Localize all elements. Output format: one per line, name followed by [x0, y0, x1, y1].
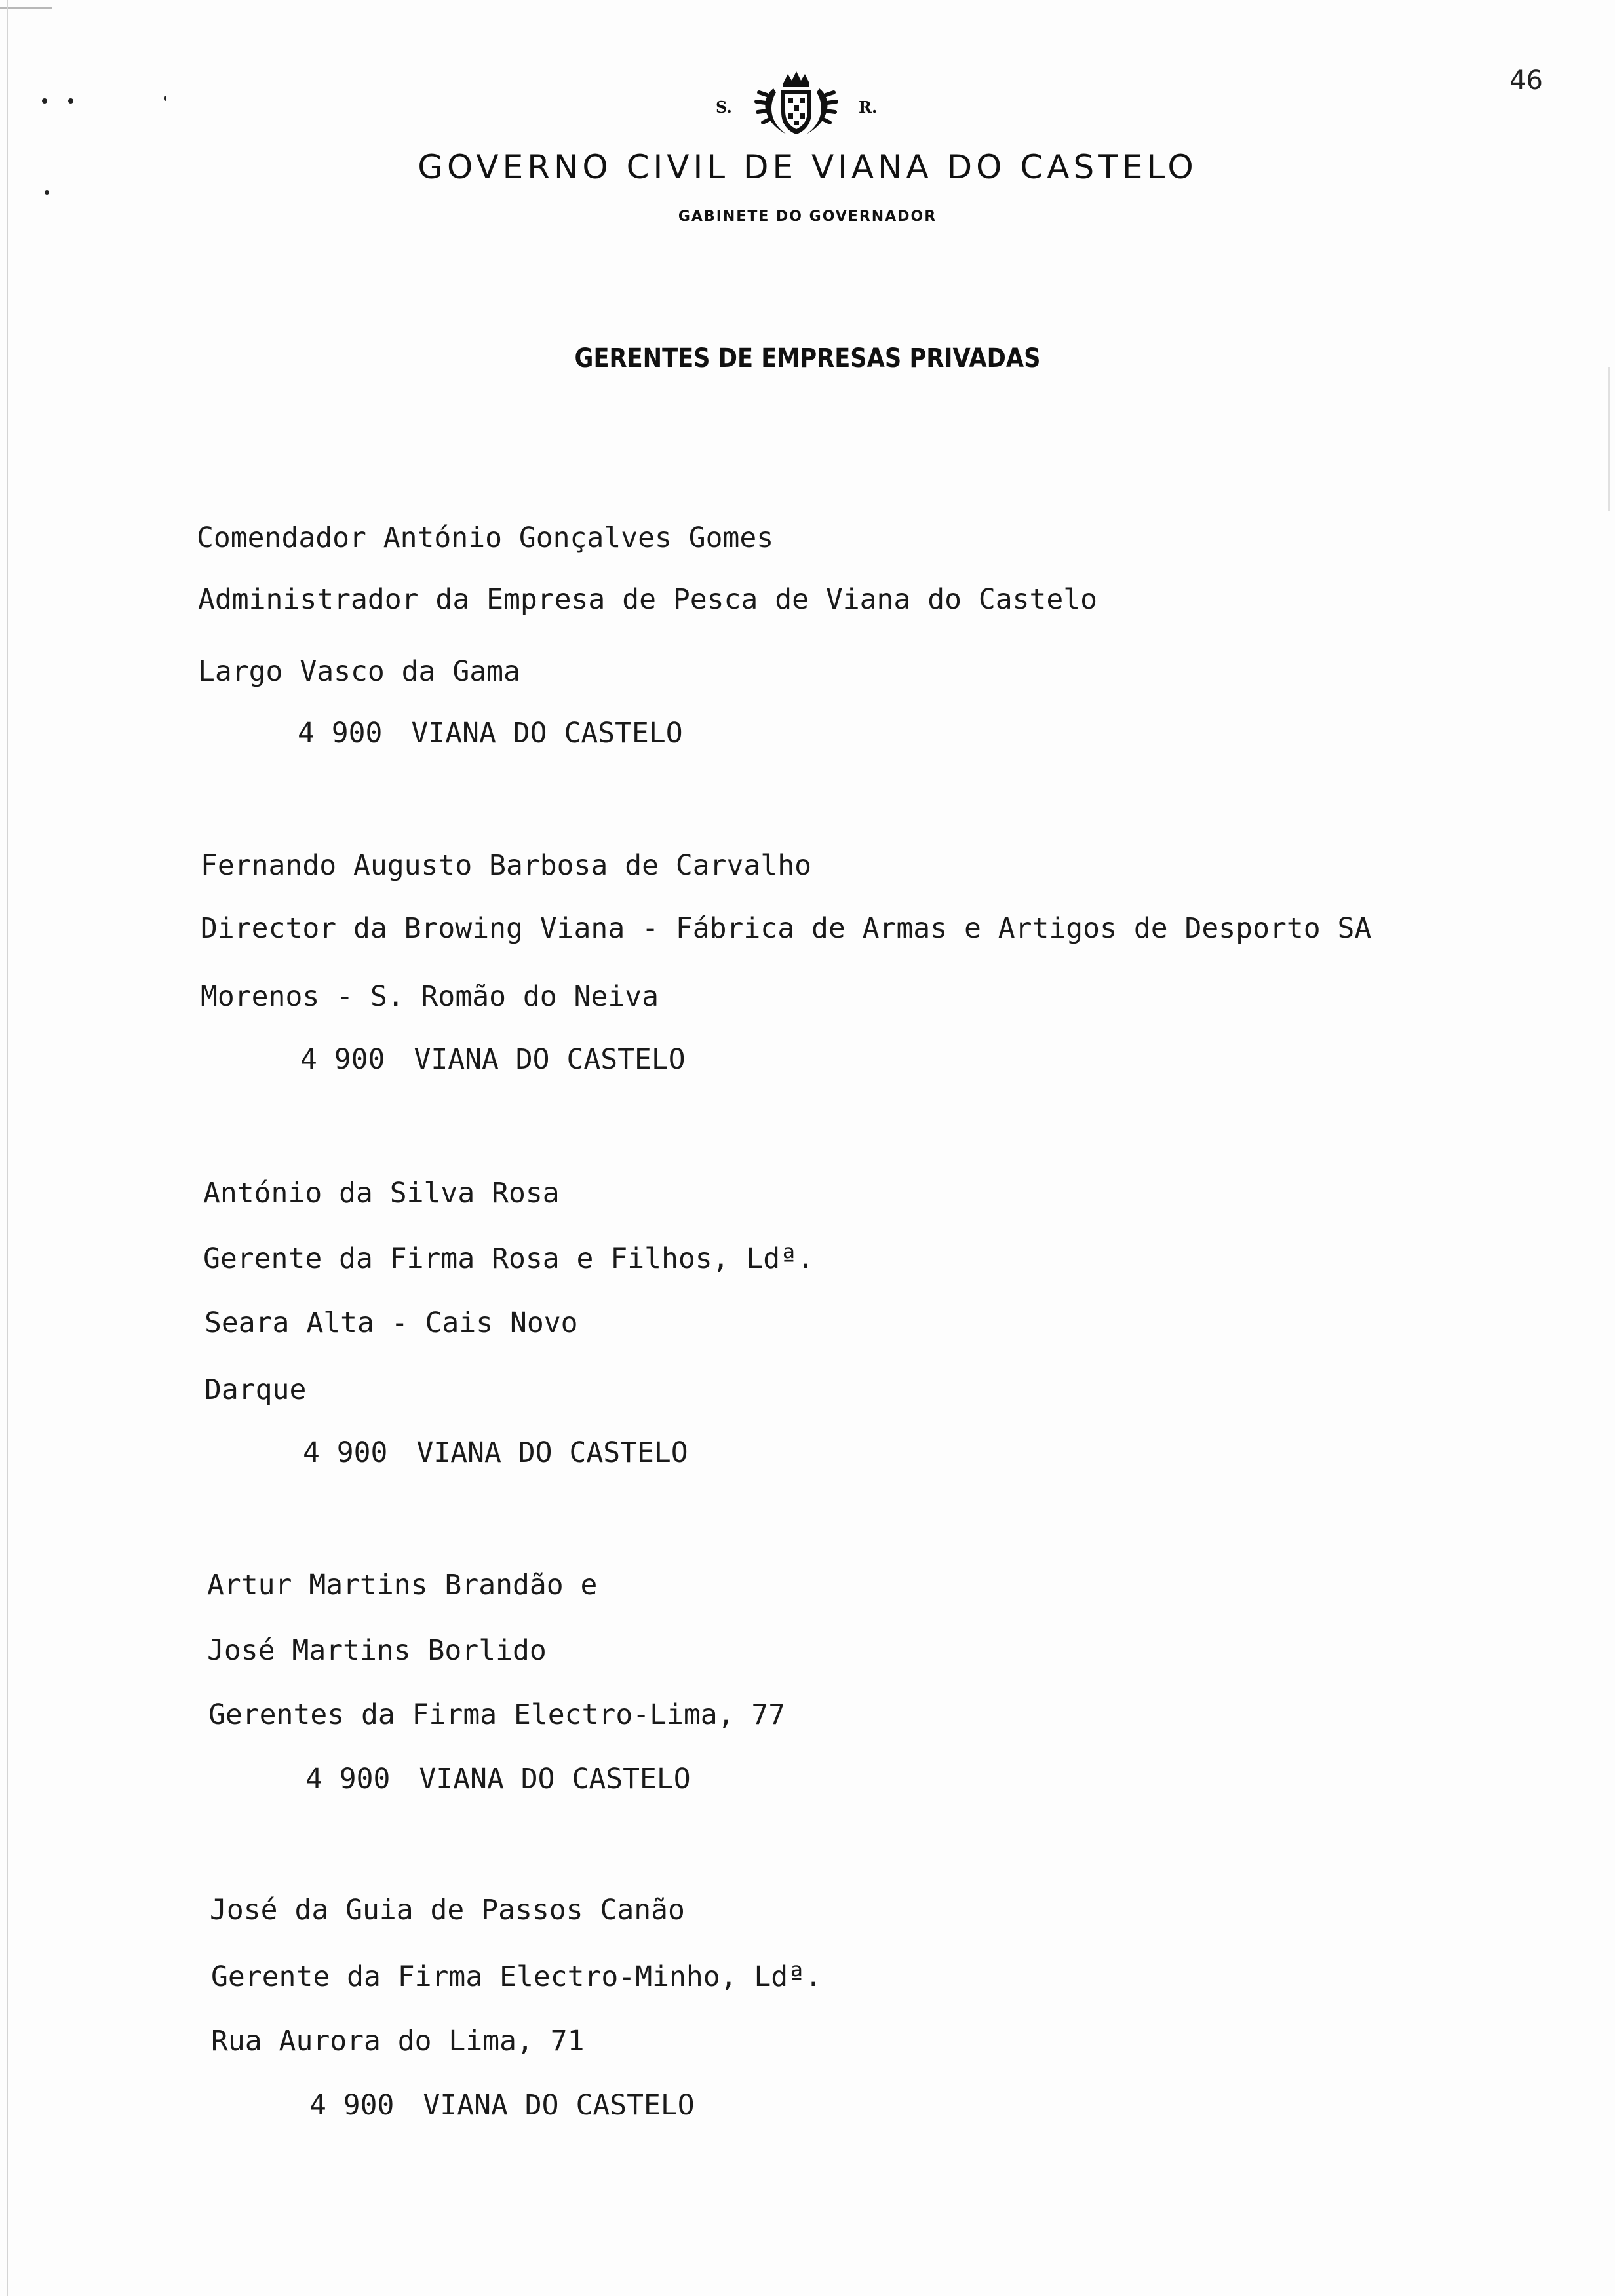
entry-4-name-2: José Martins Borlido	[207, 1634, 547, 1667]
entry-4-city: VIANA DO CASTELO	[419, 1763, 691, 1795]
entry-1-address: Largo Vasco da Gama	[198, 655, 520, 688]
letterhead-title: GOVERNO CIVIL DE VIANA DO CASTELO	[418, 148, 1197, 186]
seal-letter-left: S.	[716, 98, 732, 117]
entry-5-address: Rua Aurora do Lima, 71	[211, 2025, 585, 2057]
entry-3-position: Gerente da Firma Rosa e Filhos, Ldª.	[203, 1242, 814, 1275]
entry-1-city: VIANA DO CASTELO	[411, 717, 683, 750]
entry-3-name: António da Silva Rosa	[203, 1177, 560, 1210]
entry-2-name: Fernando Augusto Barbosa de Carvalho	[201, 849, 811, 882]
seal-letter-right: R.	[859, 98, 878, 117]
entry-1-city-line	[298, 717, 683, 750]
entry-1-postal-code: 4 900	[298, 717, 383, 750]
entry-3-city: VIANA DO CASTELO	[416, 1436, 688, 1469]
entry-3-city-line	[303, 1436, 688, 1469]
entry-5-name: José da Guia de Passos Canão	[210, 1894, 685, 1926]
entry-3-locality: Darque	[204, 1373, 307, 1406]
page-number: 46	[1509, 66, 1543, 96]
entry-2-address: Morenos - S. Romão do Neiva	[201, 980, 659, 1013]
entry-5-postal-code: 4 900	[309, 2089, 395, 2122]
entry-1-name: Comendador António Gonçalves Gomes	[197, 522, 774, 554]
entry-2-postal-code: 4 900	[300, 1043, 385, 1076]
entry-2-city: VIANA DO CASTELO	[414, 1043, 686, 1076]
section-heading: GERENTES DE EMPRESAS PRIVADAS	[574, 343, 1041, 373]
entry-1-position: Administrador da Empresa de Pesca de Viana do Castelo	[198, 583, 1098, 616]
entry-5-city: VIANA DO CASTELO	[423, 2089, 695, 2122]
entry-2-city-line	[300, 1043, 686, 1076]
letterhead-subtitle: GABINETE DO GOVERNADOR	[678, 208, 937, 225]
entry-4-position: Gerentes da Firma Electro-Lima, 77	[208, 1698, 786, 1731]
entry-4-city-line	[305, 1763, 691, 1795]
entry-2-position: Director da Browing Viana - Fábrica de Armas e Artigos de Desporto SA	[201, 912, 1372, 945]
entry-3-address: Seara Alta - Cais Novo	[204, 1307, 578, 1339]
entry-4-postal-code: 4 900	[305, 1763, 391, 1795]
entry-4-name-1: Artur Martins Brandão e	[207, 1569, 598, 1601]
entry-5-position: Gerente da Firma Electro-Minho, Ldª.	[211, 1961, 822, 1993]
entry-3-postal-code: 4 900	[303, 1436, 388, 1469]
entry-5-city-line	[309, 2089, 695, 2122]
